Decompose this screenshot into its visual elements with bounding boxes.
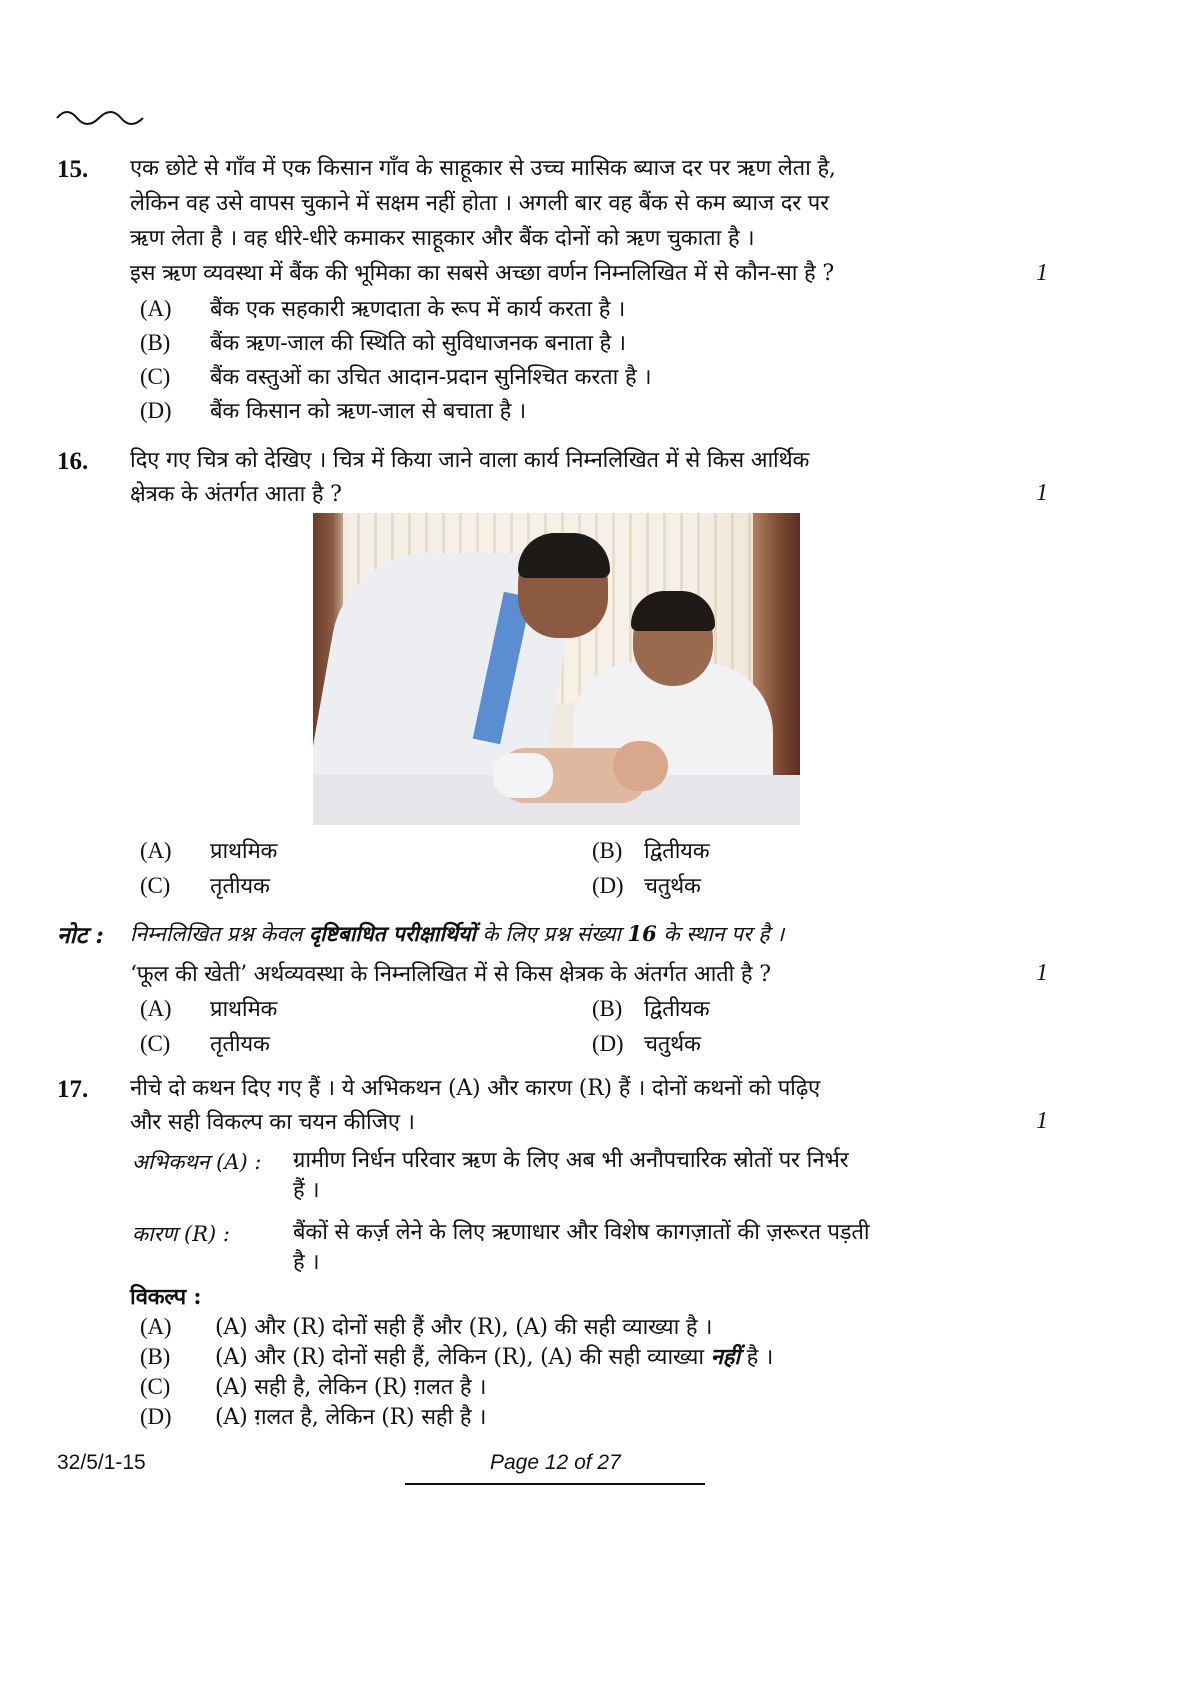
option-text: बैंक किसान को ऋण-जाल से बचाता है ।	[210, 399, 526, 424]
option-letter: (B)	[592, 838, 623, 863]
question-text-line: नीचे दो कथन दिए गए हैं । ये अभिकथन (A) और कारण (R) हैं । दोनों कथनों को पढ़िए	[130, 1076, 821, 1101]
option-text: प्राथमिक	[210, 839, 278, 864]
reason-text-line: बैंकों से कर्ज़ लेने के लिए ऋणाधार और विशेष कागज़ातों की ज़रूरत पड़ती	[293, 1220, 870, 1245]
assertion-text-line: हैं ।	[293, 1178, 320, 1203]
paper-code: 32/5/1-15	[57, 1451, 146, 1474]
option-text: द्वितीयक	[644, 997, 710, 1022]
option-d[interactable]	[140, 1400, 486, 1435]
marks: 1	[1036, 480, 1048, 506]
option-text: द्वितीयक	[644, 839, 710, 864]
option-text-emphasis: नहीं	[710, 1344, 740, 1370]
option-text: (A) सही है, लेकिन (R) ग़लत है ।	[215, 1375, 487, 1400]
option-letter: (A)	[140, 996, 172, 1021]
options-grid	[140, 834, 840, 904]
option-text: (A) और (R) दोनों सही हैं और (R), (A) की सही व्याख्या है ।	[215, 1315, 713, 1340]
option-letter: (A)	[140, 838, 172, 863]
option-c[interactable]	[140, 869, 270, 904]
option-a[interactable]	[140, 292, 625, 327]
option-letter: (D)	[140, 1404, 172, 1429]
options-grid	[140, 992, 840, 1062]
question-text-line: दिए गए चित्र को देखिए । चित्र में किया जाने वाला कार्य निम्नलिखित में से किस आर्थिक	[130, 448, 810, 473]
option-letter: (C)	[140, 1031, 171, 1056]
option-letter: (D)	[140, 398, 172, 423]
option-letter: (A)	[140, 296, 172, 321]
option-text: (A) ग़लत है, लेकिन (R) सही है ।	[215, 1405, 487, 1430]
marks: 1	[1036, 260, 1048, 286]
option-text: तृतीयक	[210, 1032, 270, 1057]
option-letter: (B)	[140, 1344, 171, 1369]
option-b[interactable]	[592, 992, 709, 1027]
option-text: बैंक एक सहकारी ऋणदाता के रूप में कार्य करता है ।	[210, 297, 626, 322]
note-text	[130, 920, 784, 948]
option-letter: (D)	[592, 873, 624, 898]
assertion-text-line: ग्रामीण निर्धन परिवार ऋण के लिए अब भी अनौपचारिक स्रोतों पर निर्भर	[293, 1148, 849, 1173]
option-letter: (C)	[140, 1374, 171, 1399]
options-heading: विकल्प :	[130, 1284, 202, 1310]
question-text-line: ‘फूल की खेती’ अर्थव्यवस्था के निम्नलिखित में से किस क्षेत्रक के अंतर्गत आती है ?	[130, 962, 771, 987]
option-text: प्राथमिक	[210, 997, 278, 1022]
option-a[interactable]	[140, 992, 277, 1027]
option-letter: (C)	[140, 873, 171, 898]
marks: 1	[1036, 960, 1048, 986]
note-text-part: निम्नलिखित प्रश्न केवल	[130, 922, 309, 946]
assertion-label: अभिकथन (A) :	[132, 1150, 262, 1174]
footer-divider	[405, 1483, 705, 1485]
option-text: चतुर्थक	[644, 1032, 701, 1057]
question-text-line: लेकिन वह उसे वापस चुकाने में सक्षम नहीं होता । अगली बार वह बैंक से कम ब्याज दर पर	[130, 191, 829, 216]
option-text-part: (A) और (R) दोनों सही हैं, लेकिन (R), (A) की सही व्याख्या	[215, 1345, 711, 1370]
option-letter: (B)	[140, 330, 171, 355]
wave-mark-icon	[55, 104, 145, 128]
option-a[interactable]	[140, 834, 277, 869]
note-question-number: 16	[627, 921, 657, 946]
question-text-line: ऋण लेता है । वह धीरे-धीरे कमाकर साहूकार और बैंक दोनों को ऋण चुकाता है ।	[130, 226, 755, 251]
reason-label: कारण (R) :	[132, 1222, 230, 1246]
page-number: Page 12 of 27	[490, 1451, 621, 1474]
reason-text-line: है ।	[293, 1250, 320, 1275]
option-text: तृतीयक	[210, 874, 270, 899]
option-text: बैंक ऋण-जाल की स्थिति को सुविधाजनक बनाता है ।	[210, 331, 626, 356]
option-text: बैंक वस्तुओं का उचित आदान-प्रदान सुनिश्चित करता है ।	[210, 365, 652, 390]
option-c[interactable]	[140, 360, 651, 395]
option-b[interactable]	[140, 326, 626, 361]
question-text-line: क्षेत्रक के अंतर्गत आता है ?	[130, 482, 342, 507]
option-text-part: है ।	[739, 1345, 774, 1370]
question-number: 17.	[57, 1076, 89, 1103]
option-d[interactable]	[592, 1027, 701, 1062]
question-text-line: इस ऋण व्यवस्था में बैंक की भूमिका का सबसे अच्छा वर्णन निम्नलिखित में से कौन-सा है ?	[130, 261, 834, 286]
option-letter: (B)	[592, 996, 623, 1021]
option-text: चतुर्थक	[644, 874, 701, 899]
option-d[interactable]	[592, 869, 701, 904]
note-text-emphasis: दृष्टिबाधित परीक्षार्थियों	[308, 921, 476, 946]
question-text-line: और सही विकल्प का चयन कीजिए ।	[130, 1110, 415, 1135]
option-letter: (A)	[140, 1314, 172, 1339]
option-b[interactable]	[592, 834, 709, 869]
note-text-part: के स्थान पर है ।	[656, 922, 785, 946]
option-d[interactable]	[140, 394, 526, 429]
marks: 1	[1036, 1108, 1048, 1134]
option-c[interactable]	[140, 1027, 270, 1062]
note-label: नोट :	[57, 922, 104, 949]
question-number: 15.	[57, 156, 89, 183]
question-number: 16.	[57, 448, 89, 475]
option-letter: (C)	[140, 364, 171, 389]
doctor-nurse-baby-photo	[313, 513, 800, 825]
question-text-line: एक छोटे से गाँव में एक किसान गाँव के साहूकार से उच्च मासिक ब्याज दर पर ऋण लेता है,	[130, 156, 836, 181]
note-text-part: के लिए प्रश्न संख्या	[475, 922, 628, 946]
option-letter: (D)	[592, 1031, 624, 1056]
